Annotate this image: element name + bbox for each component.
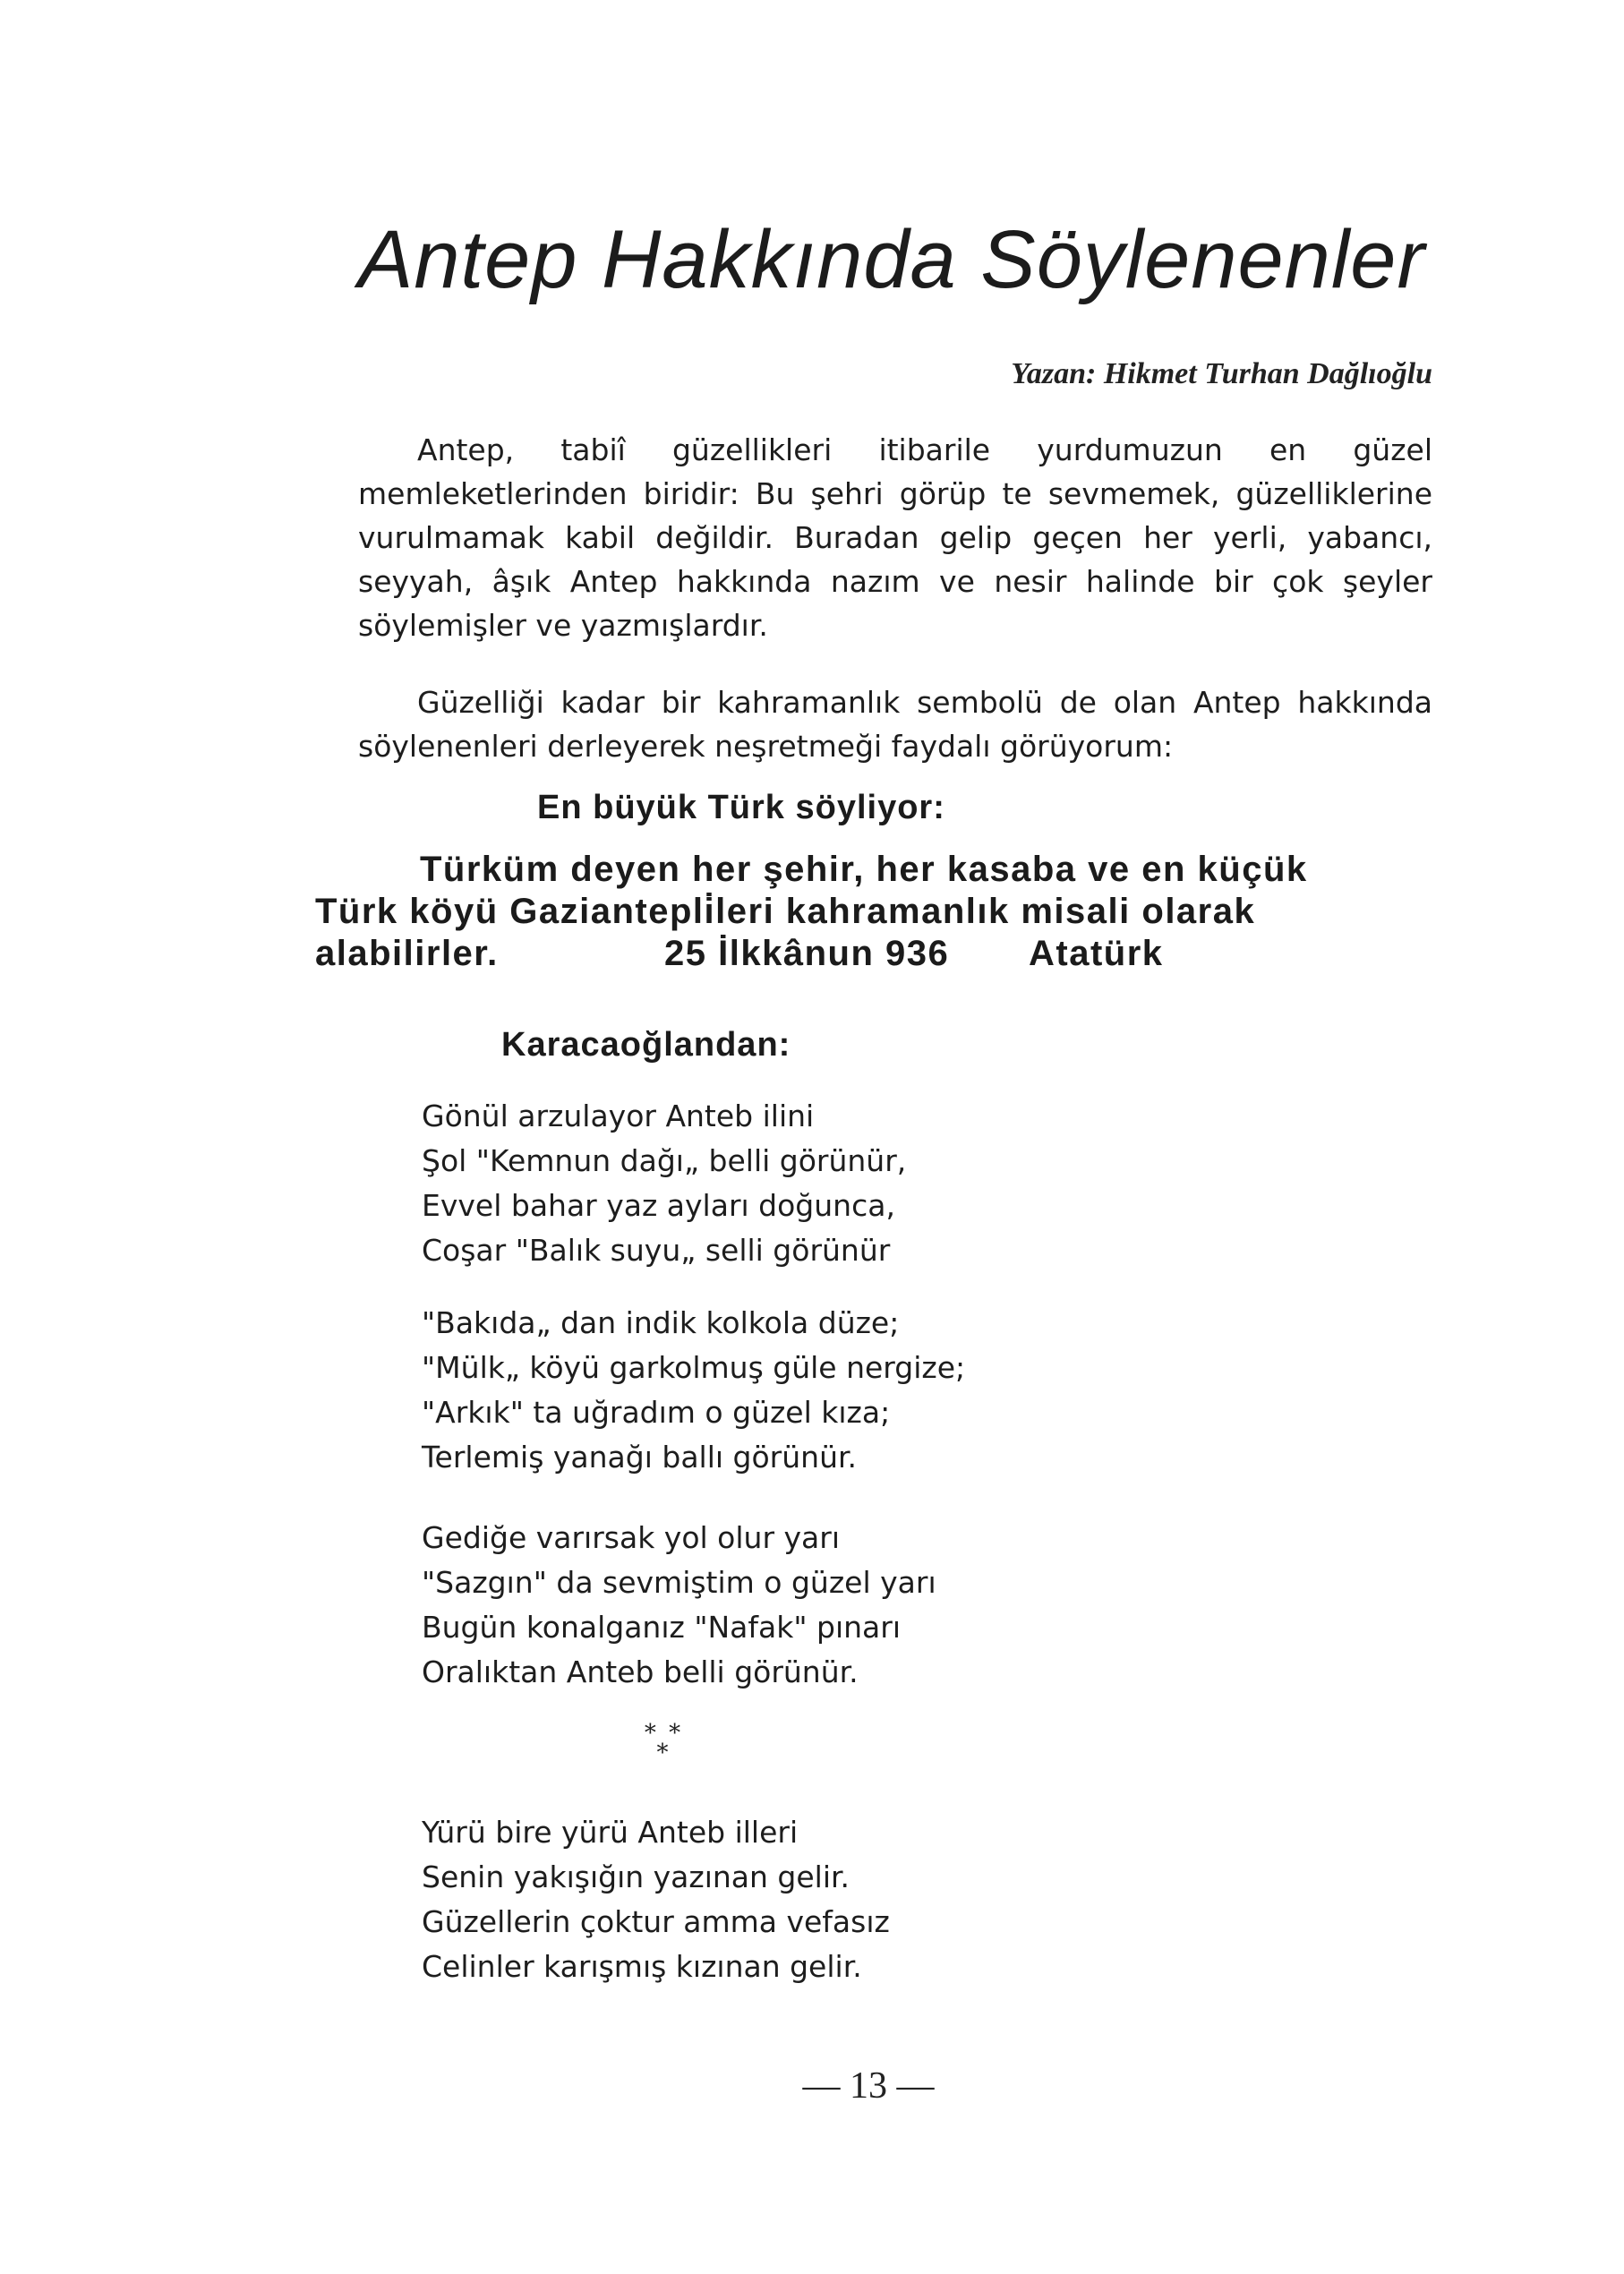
quote-date: 25 İlkkânun 936 <box>664 934 950 973</box>
poem-line: Güzellerin çoktur amma vefasız <box>422 1904 890 1939</box>
second-paragraph-text: Güzelliği kadar bir kahramanlık sembolü de olan Antep hakkında söylenenleri derleyerek neşretmeği faydalı görüyorum: <box>358 685 1432 764</box>
quote-last-row <box>315 933 1443 975</box>
poem-line: Gediğe varırsak yol olur yarı <box>422 1520 840 1555</box>
article-title: Antep Hakkında Söylenenler <box>358 214 1426 305</box>
poem-line: Şol "Kemnun dağı„ belli görünür, <box>422 1143 907 1178</box>
poem-line: "Mülk„ köyü garkolmuş güle nergize; <box>422 1350 966 1385</box>
ataturk-quote <box>315 849 1443 975</box>
poem-line: Oralıktan Anteb belli görünür. <box>422 1654 859 1689</box>
karacaoglan-heading: Karacaoğlandan: <box>501 1026 791 1064</box>
section-asterism <box>627 1720 698 1766</box>
poem-line: Celinler karışmış kızınan gelir. <box>422 1949 862 1984</box>
poem-line: Bugün konalganız "Nafak" pınarı <box>422 1610 902 1645</box>
quote-signature: Atatürk <box>1029 934 1164 973</box>
poem-line: Terlemiş yanağı ballı görünür. <box>422 1440 858 1475</box>
poem-line: "Bakıda„ dan indik kolkola düze; <box>422 1305 900 1340</box>
poem-stanza <box>422 1301 965 1480</box>
poem-line: "Sazgın" da sevmiştim o güzel yarı <box>422 1565 936 1600</box>
poem-line: "Arkık" ta uğradım o güzel kıza; <box>422 1395 891 1430</box>
quote-line: Türküm deyen her şehir, her kasaba ve en küçük <box>420 850 1308 889</box>
poem-line: Coşar "Balık suyu„ selli görünür <box>422 1233 891 1268</box>
poem-stanza <box>422 1810 890 1989</box>
poem-line: Evvel bahar yaz ayları doğunca, <box>422 1188 895 1223</box>
poem-line: Senin yakışığın yazınan gelir. <box>422 1859 850 1894</box>
intro-paragraph <box>358 428 1432 647</box>
quote-line: alabilirler. <box>315 934 499 973</box>
poem-line: Yürü bire yürü Anteb illeri <box>422 1815 799 1850</box>
page-number: — 13 — <box>802 2065 935 2107</box>
quote-line: Türk köyü Gaziantepli̇leri kahramanlık misali olarak <box>315 892 1256 931</box>
poem-stanza <box>422 1094 906 1273</box>
intro-paragraph-text: Antep, tabiî güzellikleri itibarile yurdumuzun en güzel memleketlerinden biridir: Bu şehri görüp te sevmemek, güzelliklerine vurulmamak kabil değildir. Buradan gelip geçen her yerli, yabancı, seyyah, âşık Antep hakkında nazım ve nesir halinde bir çok şeyler söylemişler ve yazmışlardır. <box>358 432 1432 643</box>
article-author: Yazan: Hikmet Turhan Dağlıoğlu <box>1011 357 1432 390</box>
poem-line: Gönül arzulayor Anteb ilini <box>422 1099 815 1133</box>
poem-stanza <box>422 1516 936 1695</box>
ataturk-heading: En büyük Türk söyliyor: <box>537 789 945 826</box>
second-paragraph <box>358 680 1432 768</box>
asterism-mark: * * * <box>644 1720 681 1766</box>
